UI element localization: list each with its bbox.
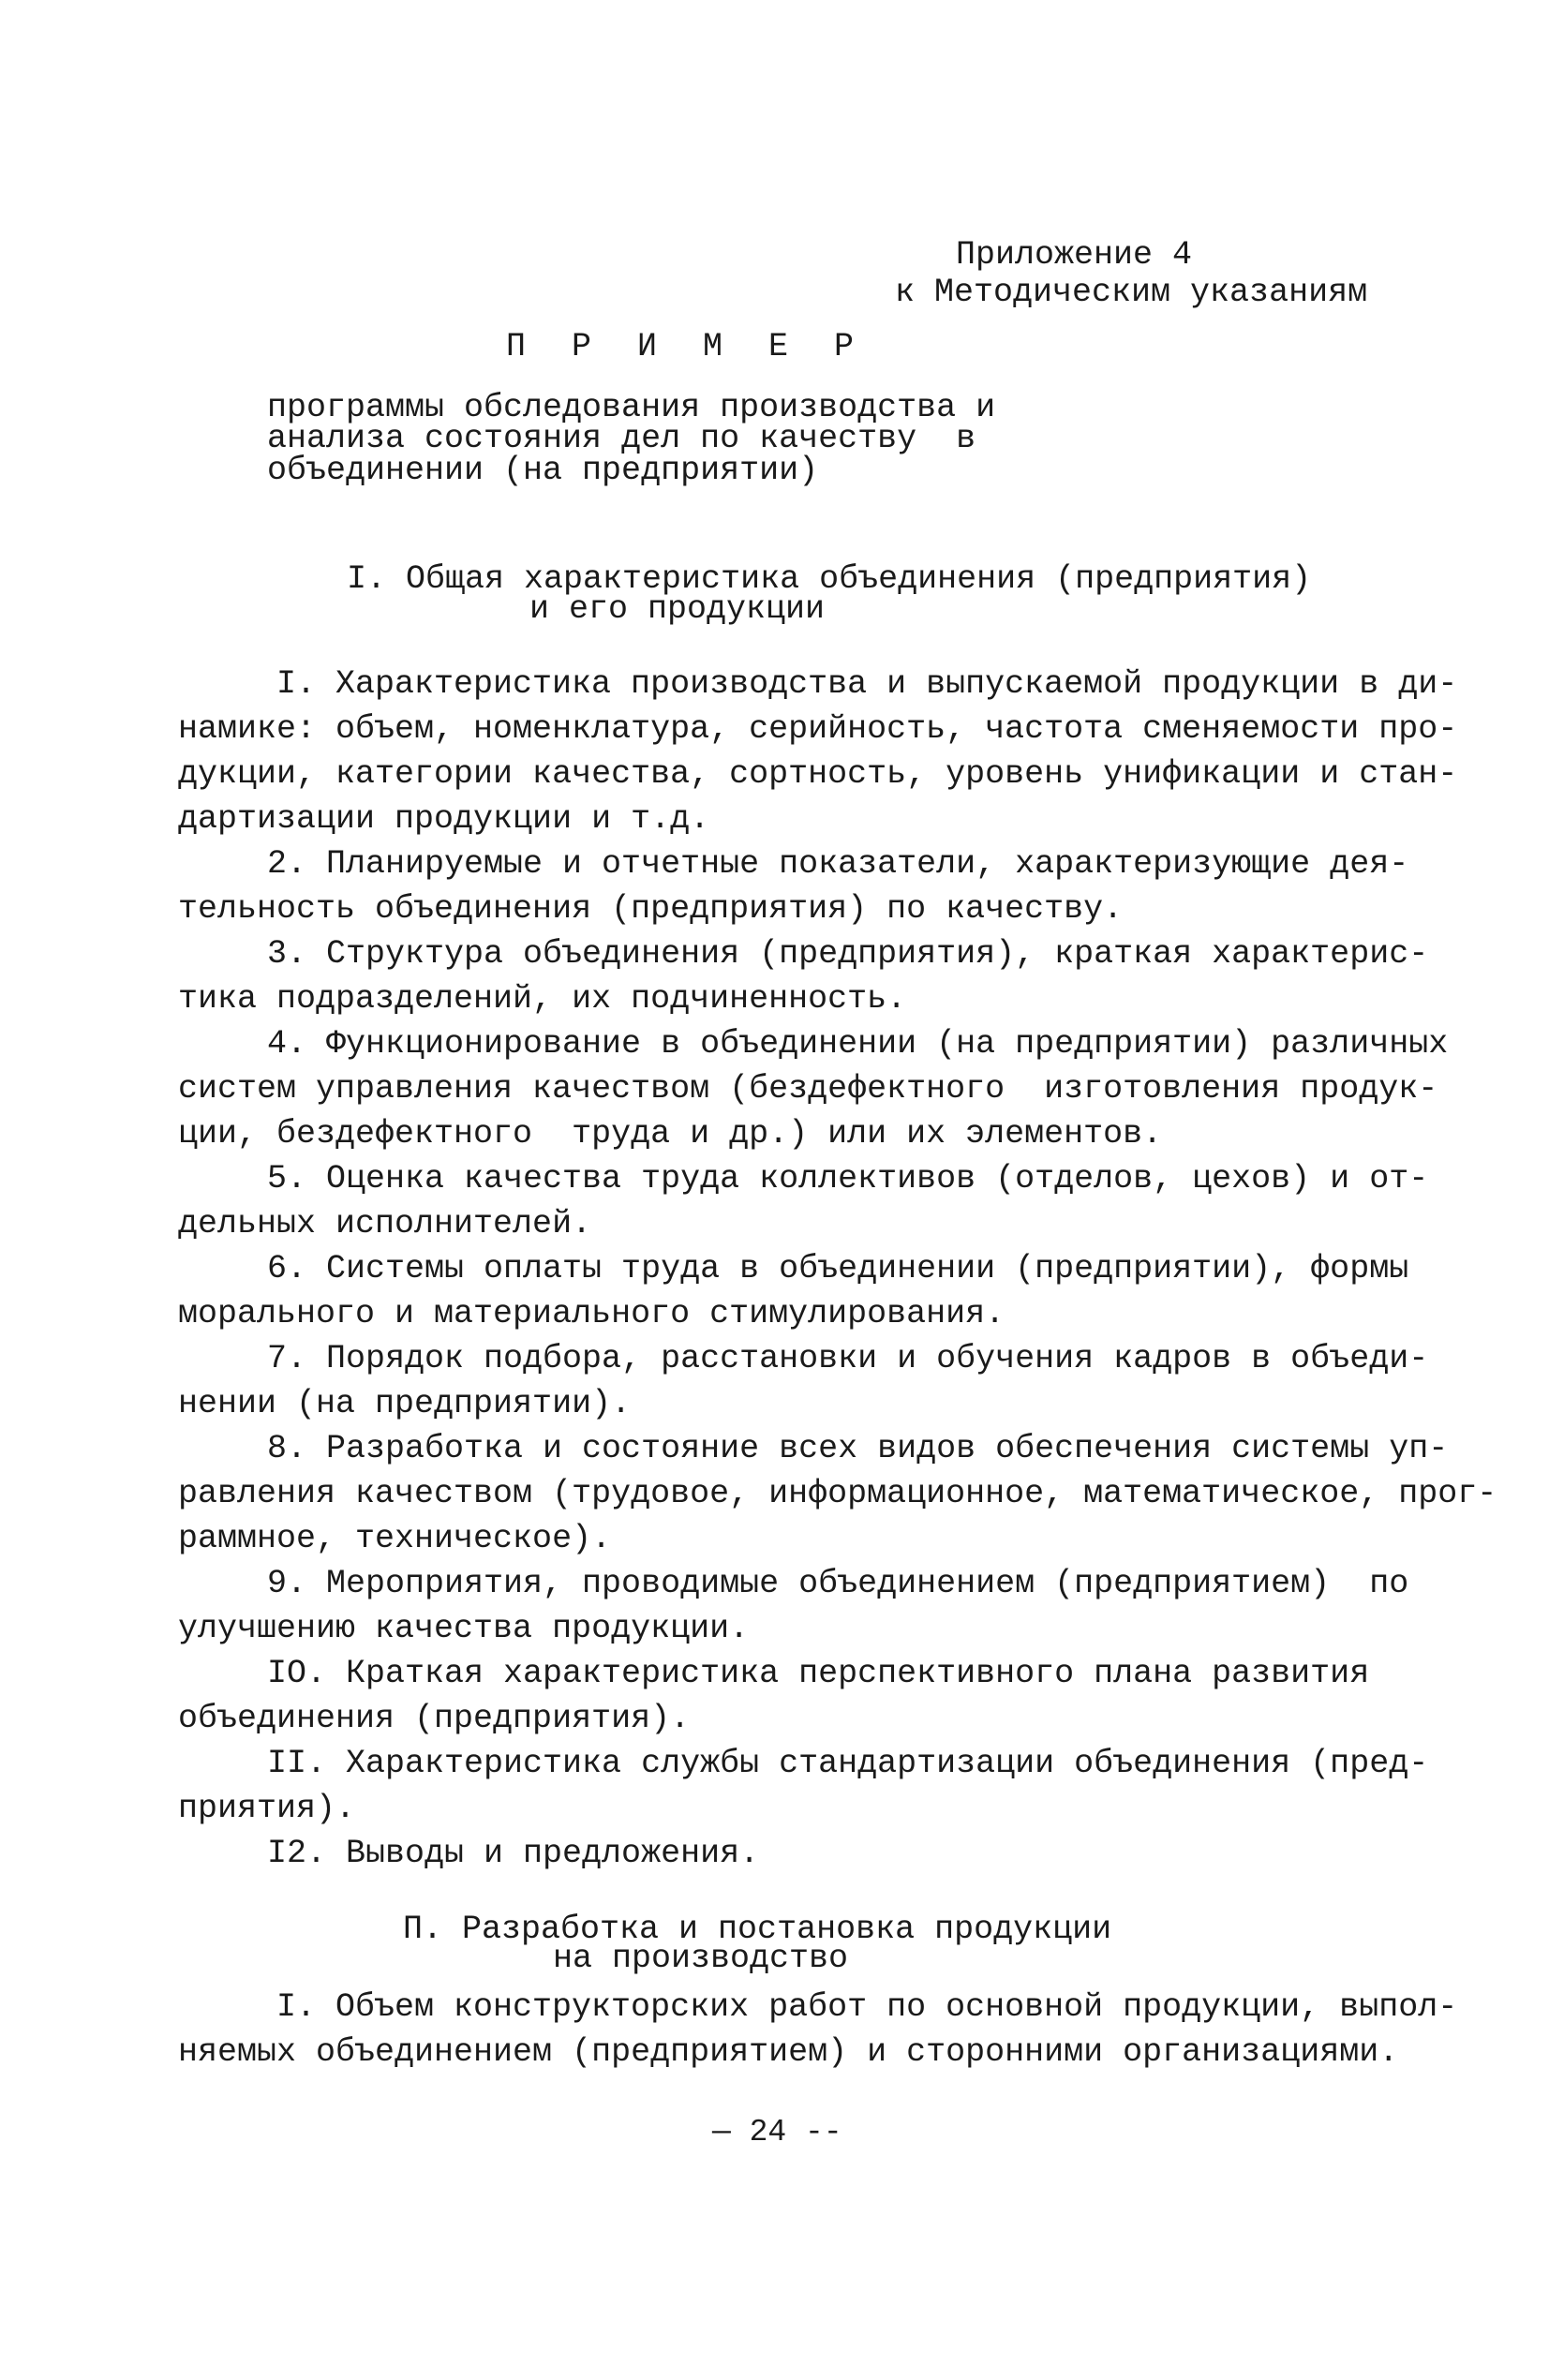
page-number: — 24 -- [712, 2115, 842, 2149]
section-heading-line: П. Разработка и постановка продукции [403, 1911, 1112, 1948]
body-line: 4. Функционирование в объединении (на предприятии) различных [267, 1025, 1449, 1063]
body-line: ции, бездефектного труда и др.) или их элементов. [178, 1115, 1163, 1153]
body-line: улучшению качества продукции. [178, 1610, 750, 1647]
body-line: намике: объем, номенклатура, серийность, частота сменяемости про- [178, 710, 1458, 748]
body-line: I. Характеристика производства и выпускаемой продукции в ди- [276, 665, 1458, 703]
body-line: 9. Мероприятия, проводимые объединением (предприятием) по [267, 1565, 1409, 1602]
body-line: тика подразделений, их подчиненность. [178, 980, 907, 1018]
body-line: II. Характеристика службы стандартизации объединения (пред- [267, 1745, 1429, 1782]
body-line: няемых объединением (предприятием) и сторонними организациями. [178, 2033, 1399, 2071]
body-line: дукции, категории качества, сортность, уровень унификации и стан- [178, 755, 1458, 793]
body-line: морального и материального стимулирования. [178, 1295, 1005, 1332]
subtitle-line: программы обследования производства и [267, 389, 996, 426]
body-line: приятия). [178, 1790, 356, 1827]
body-line: нении (на предприятии). [178, 1385, 632, 1422]
appendix-reference: к Методическим указаниям [895, 274, 1368, 311]
body-line: равления качеством (трудовое, информационное, математическое, прог- [178, 1475, 1497, 1512]
subtitle-line: объединении (на предприятии) [267, 452, 819, 489]
body-line: I. Объем конструкторских работ по основной продукции, выпол- [276, 1988, 1458, 2026]
body-line: систем управления качеством (бездефектного изготовления продук- [178, 1070, 1438, 1108]
body-line: 5. Оценка качества труда коллективов (отделов, цехов) и от- [267, 1160, 1429, 1197]
section-heading-line: на производство [553, 1940, 849, 1977]
section-heading-line: I. Общая характеристика объединения (предприятия) [347, 560, 1312, 598]
subtitle-line: анализа состояния дел по качеству в [267, 420, 976, 457]
body-line: дартизации продукции и т.д. [178, 800, 710, 838]
appendix-label: Приложение 4 [956, 236, 1193, 274]
body-line: 8. Разработка и состояние всех видов обеспечения системы уп- [267, 1430, 1449, 1467]
body-line: IO. Краткая характеристика перспективного плана развития [267, 1655, 1370, 1692]
body-line: 6. Системы оплаты труда в объединении (предприятии), формы [267, 1250, 1409, 1287]
body-line: 2. Планируемые и отчетные показатели, характеризующие дея- [267, 845, 1409, 883]
section-heading-line: и его продукции [529, 590, 826, 628]
body-line: I2. Выводы и предложения. [267, 1835, 760, 1872]
body-line: объединения (предприятия). [178, 1700, 691, 1737]
body-line: раммное, техническое). [178, 1520, 612, 1557]
body-line: 7. Порядок подбора, расстановки и обучения кадров в объеди- [267, 1340, 1429, 1377]
body-line: дельных исполнителей. [178, 1205, 592, 1242]
body-line: тельность объединения (предприятия) по качеству. [178, 890, 1124, 928]
page-title: П Р И М Е Р [506, 328, 868, 365]
body-line: 3. Структура объединения (предприятия), краткая характерис- [267, 935, 1429, 973]
